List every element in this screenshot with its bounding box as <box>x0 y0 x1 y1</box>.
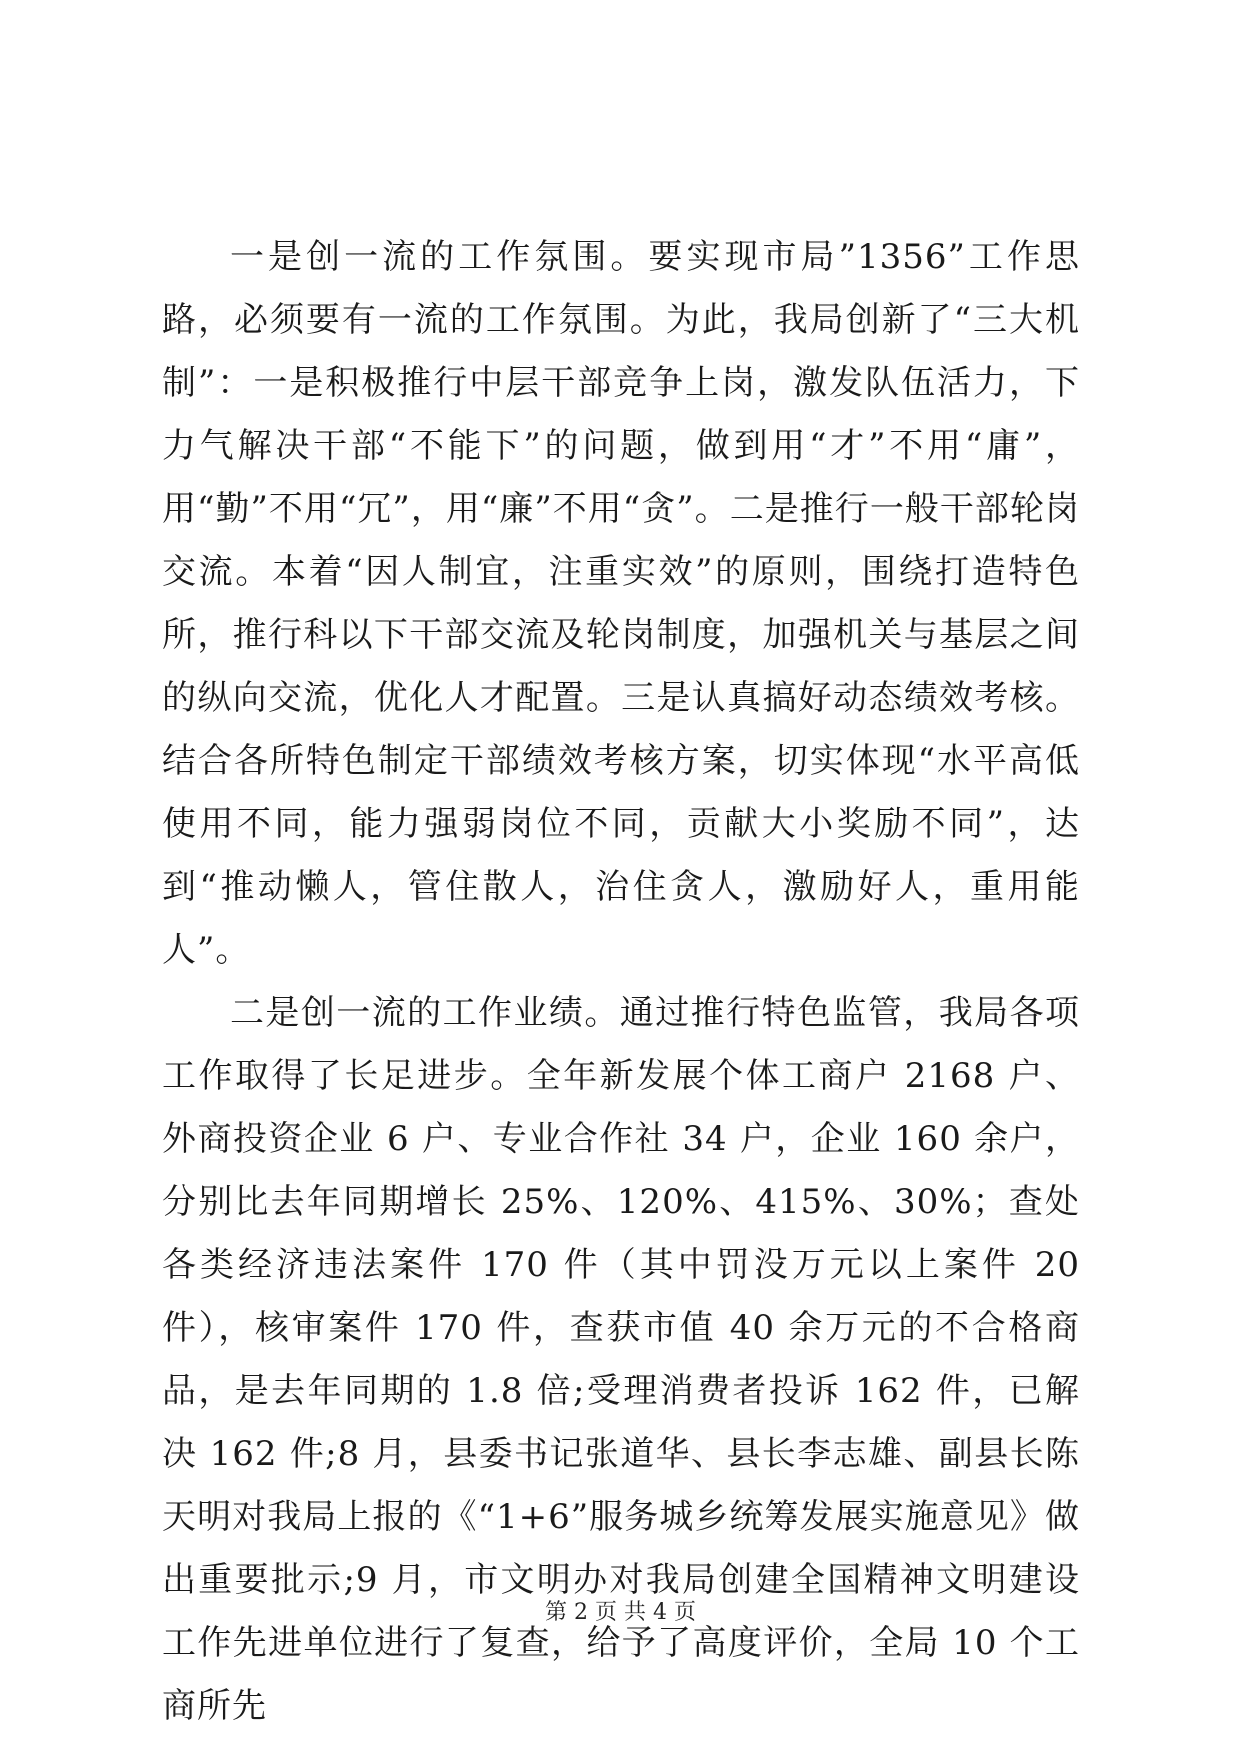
document-body <box>162 226 1080 1738</box>
page-number-label: 第 2 页 共 4 页 <box>545 1600 696 1625</box>
paragraph-work-atmosphere: 一是创一流的工作氛围。要实现市局”1356”工作思路，必须要有一流的工作氛围。为此，我局创新了“三大机制”：一是积极推行中层干部竞争上岗，激发队伍活力，下力气解决干部“不能下”的问题，做到用“才”不用“庸”，用“勤”不用“冗”，用“廉”不用“贪”。二是推行一般干部轮岗交流。本着“因人制宜，注重实效”的原则，围绕打造特色所，推行科以下干部交流及轮岗制度，加强机关与基层之间的纵向交流，优化人才配置。三是认真搞好动态绩效考核。结合各所特色制定干部绩效考核方案，切实体现“水平高低使用不同，能力强弱岗位不同，贡献大小奖励不同”，达到“推动懒人，管住散人，治住贪人，激励好人，重用能人”。 <box>162 237 1080 970</box>
paragraph-work-performance: 二是创一流的工作业绩。通过推行特色监管，我局各项工作取得了长足进步。全年新发展个体工商户 2168 户、外商投资企业 6 户、专业合作社 34 户，企业 160 余户，分别比去年同期增长 25%、120%、415%、30%；查处各类经济违法案件 170 件（其中罚没万元以上案件 20 件），核审案件 170 件，查获市值 40 余万元的不合格商品，是去年同期的 1.8 倍;受理消费者投诉 162 件，已解决 162 件;8 月，县委书记张道华、县长李志雄、副县长陈天明对我局上报的《“1+6”服务城乡统筹发展实施意见》做出重要批示;9 月，市文明办对我局创建全国精神文明建设工作先进单位进行了复查，给予了高度评价，全局 10 个工商所先 <box>162 993 1080 1726</box>
page-footer <box>0 1598 1241 1628</box>
